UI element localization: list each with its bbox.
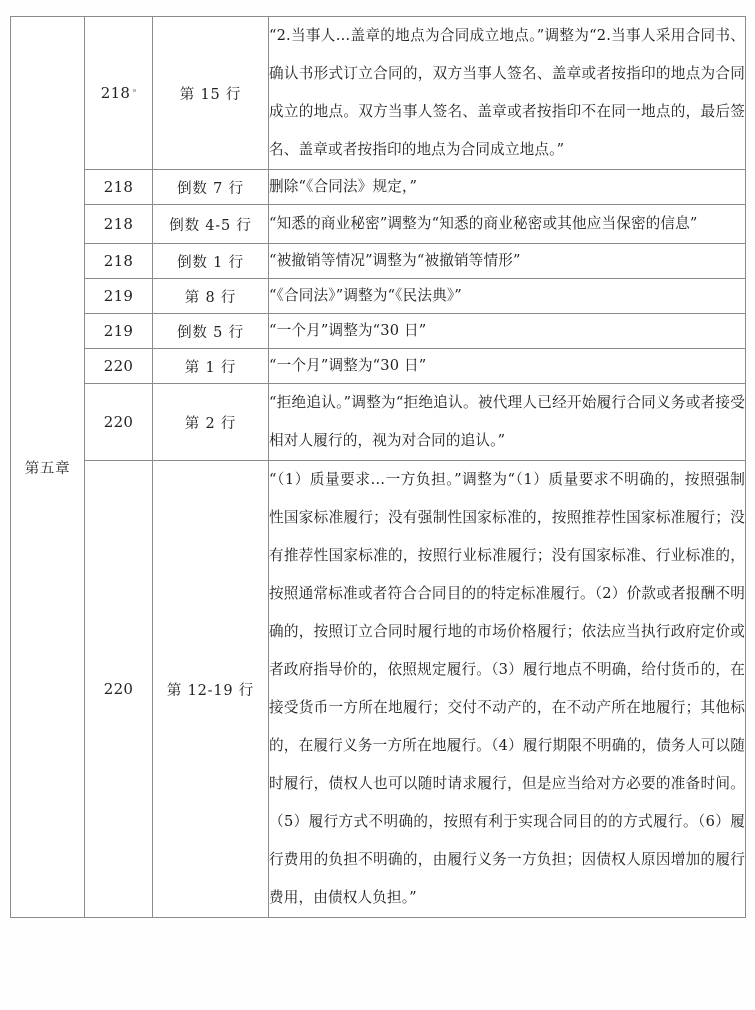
line-reference-cell: 第 8 行 [153, 279, 269, 314]
line-reference-cell: 第 15 行 [153, 17, 269, 170]
line-reference-cell: 倒数 7 行 [153, 170, 269, 205]
amendment-content-cell: “被撤销等情况”调整为“被撤销等情形” [269, 244, 746, 279]
line-reference-cell: 倒数 4-5 行 [153, 205, 269, 244]
page-number-cell: 220 [85, 461, 153, 918]
table-row [11, 244, 746, 279]
line-reference-cell: 第 2 行 [153, 384, 269, 461]
page-number-cell: 219 [85, 279, 153, 314]
table-row [11, 461, 746, 918]
page-number-cell: 218 [85, 205, 153, 244]
table-row [11, 170, 746, 205]
line-reference-cell: 第 12-19 行 [153, 461, 269, 918]
page-number-cell: 219 [85, 314, 153, 349]
amendment-content-cell: 删除“《合同法》规定，” [269, 170, 746, 205]
chapter-cell: 第五章 [11, 17, 85, 918]
page-number-text: 218 [100, 84, 131, 102]
table-row [11, 205, 746, 244]
table-row [11, 279, 746, 314]
page-number-cell: 218 [85, 170, 153, 205]
table-row [11, 349, 746, 384]
amendment-table [10, 16, 746, 918]
amendment-content-cell: “知悉的商业秘密”调整为“知悉的商业秘密或其他应当保密的信息” [269, 205, 746, 244]
table-body [11, 17, 746, 918]
table-row [11, 384, 746, 461]
amendment-content-cell: “（1）质量要求…一方负担。”调整为“（1）质量要求不明确的，按照强制性国家标准履行；没有强制性国家标准的，按照推荐性国家标准履行；没有推荐性国家标准的，按照行业标准履行；没有国家标准、行业标准的，按照通常标准或者符合合同目的的特定标准履行。（2）价款或者报酬不明确的，按照订立合同时履行地的市场价格履行；依法应当执行政府定价或者政府指导价的，依照规定履行。（3）履行地点不明确，给付货币的，在接受货币一方所在地履行；交付不动产的，在不动产所在地履行；其他标的，在履行义务一方所在地履行。（4）履行期限不明确的，债务人可以随时履行，债权人也可以随时请求履行，但是应当给对方必要的准备时间。（5）履行方式不明确的，按照有利于实现合同目的的方式履行。（6）履行费用的负担不明确的，由履行义务一方负担；因债权人原因增加的履行费用，由债权人负担。” [269, 461, 746, 918]
amendment-content-cell: “一个月”调整为“30 日” [269, 314, 746, 349]
page-number-cell: 220 [85, 384, 153, 461]
line-reference-cell: 倒数 5 行 [153, 314, 269, 349]
amendment-content-cell: “《合同法》”调整为“《民法典》” [269, 279, 746, 314]
line-reference-cell: 第 1 行 [153, 349, 269, 384]
page-number-cell: 220 [85, 349, 153, 384]
amendment-content-cell: “2.当事人…盖章的地点为合同成立地点。”调整为“2.当事人采用合同书、确认书形式订立合同的，双方当事人签名、盖章或者按指印的地点为合同成立的地点。双方当事人签名、盖章或者按指印不在同一地点的，最后签名、盖章或者按指印的地点为合同成立地点。” [269, 17, 746, 170]
line-reference-cell: 倒数 1 行 [153, 244, 269, 279]
amendment-content-cell: “一个月”调整为“30 日” [269, 349, 746, 384]
page-number-cell [85, 17, 153, 170]
page-number-cell: 218 [85, 244, 153, 279]
scan-artifact-mark [133, 89, 136, 92]
amendment-content-cell: “拒绝追认。”调整为“拒绝追认。被代理人已经开始履行合同义务或者接受相对人履行的，视为对合同的追认。” [269, 384, 746, 461]
table-row [11, 314, 746, 349]
table-row [11, 17, 746, 170]
